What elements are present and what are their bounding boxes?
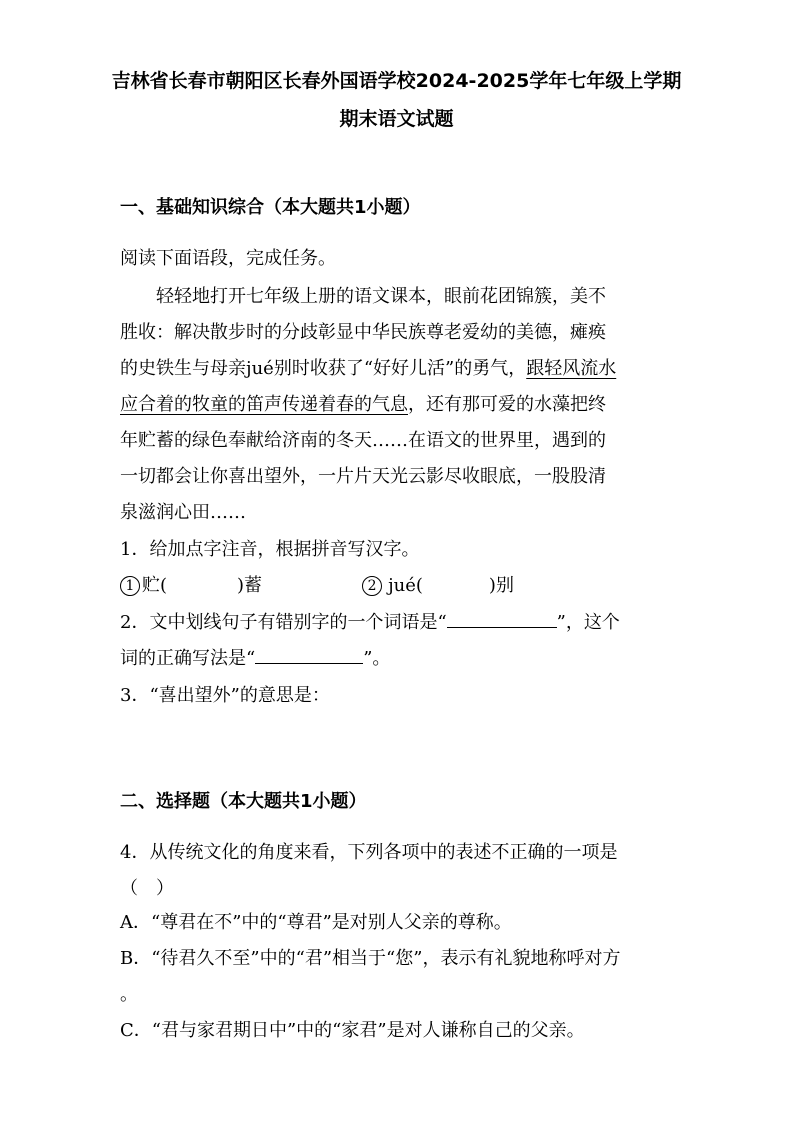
option1-prefix: 贮( xyxy=(142,575,168,596)
option2-suffix: )别 xyxy=(488,575,514,596)
question-2-text-2: 词的正确写法是“ xyxy=(120,648,256,669)
section1-heading: 一、基础知识综合（本大题共1小题） xyxy=(120,197,421,218)
question-4: 4．从传统文化的角度来看，下列各项中的表述不正确的一项是 xyxy=(120,842,618,863)
question-3: 3．“喜出望外”的意思是： xyxy=(120,685,330,706)
question-2-line-2 xyxy=(120,644,390,670)
option2-prefix: jué( xyxy=(388,575,423,596)
underlined-sentence-start: 跟轻风流水 xyxy=(526,358,617,379)
section1-intro: 阅读下面语段，完成任务。 xyxy=(120,248,336,269)
passage-line-2: 胜收：解决散步时的分歧彰显中华民族尊老爱幼的美德，瘫痪 xyxy=(120,322,606,343)
question-4-paren: （ ） xyxy=(120,878,174,899)
option-b: B．“待君久不至”中的“君”相当于“您”，表示有礼貌地称呼对方 xyxy=(120,948,621,969)
option-a: A．“尊君在不”中的“尊君”是对别人父亲的尊称。 xyxy=(120,912,512,933)
option1-suffix: )蓄 xyxy=(237,575,263,596)
document-title-line2: 期末语文试题 xyxy=(339,108,454,130)
question-1-options xyxy=(120,571,514,597)
circled-number-1: 1 xyxy=(120,576,140,596)
section2-heading: 二、选择题（本大题共1小题） xyxy=(120,791,367,812)
option-c: C．“君与家君期日中”中的“家君”是对人谦称自己的父亲。 xyxy=(120,1020,585,1041)
answer-blank-2[interactable] xyxy=(255,649,363,664)
question-1: 1．给加点字注音，根据拼音写汉字。 xyxy=(120,539,420,560)
passage-line-5: 年贮蓄的绿色奉献给济南的冬天……在语文的世界里，遇到的 xyxy=(120,430,606,451)
answer-blank-1[interactable] xyxy=(447,613,557,628)
passage-line-6: 一切都会让你喜出望外，一片片天光云影尽收眼底，一股股清 xyxy=(120,466,606,487)
passage-line-4-text: ，还有那可爱的水藻把终 xyxy=(408,394,606,415)
passage-line-3-text: 的史铁生与母亲jué别时收获了“好好儿活”的勇气， xyxy=(120,358,527,379)
passage-line-7: 泉滋润心田…… xyxy=(120,502,246,523)
option-b-end: 。 xyxy=(120,984,138,1005)
passage-line-4 xyxy=(120,390,606,416)
question-2-text: 2．文中划线句子有错别字的一个词语是“ xyxy=(120,612,447,633)
passage-line-1: 轻轻地打开七年级上册的语文课本，眼前花团锦簇，美不 xyxy=(120,286,606,307)
question-2-line-1 xyxy=(120,608,620,634)
underlined-sentence-end: 应合着的牧童的笛声传递着春的气息 xyxy=(120,394,408,415)
circled-number-2: 2 xyxy=(362,576,382,596)
question-2-text-end: ”，这个 xyxy=(556,612,620,633)
passage-line-3 xyxy=(120,354,616,380)
question-2-text-2-end: ”。 xyxy=(363,648,391,669)
document-title-line1: 吉林省长春市朝阳区长春外国语学校2024-2025学年七年级上学期 xyxy=(111,70,682,92)
